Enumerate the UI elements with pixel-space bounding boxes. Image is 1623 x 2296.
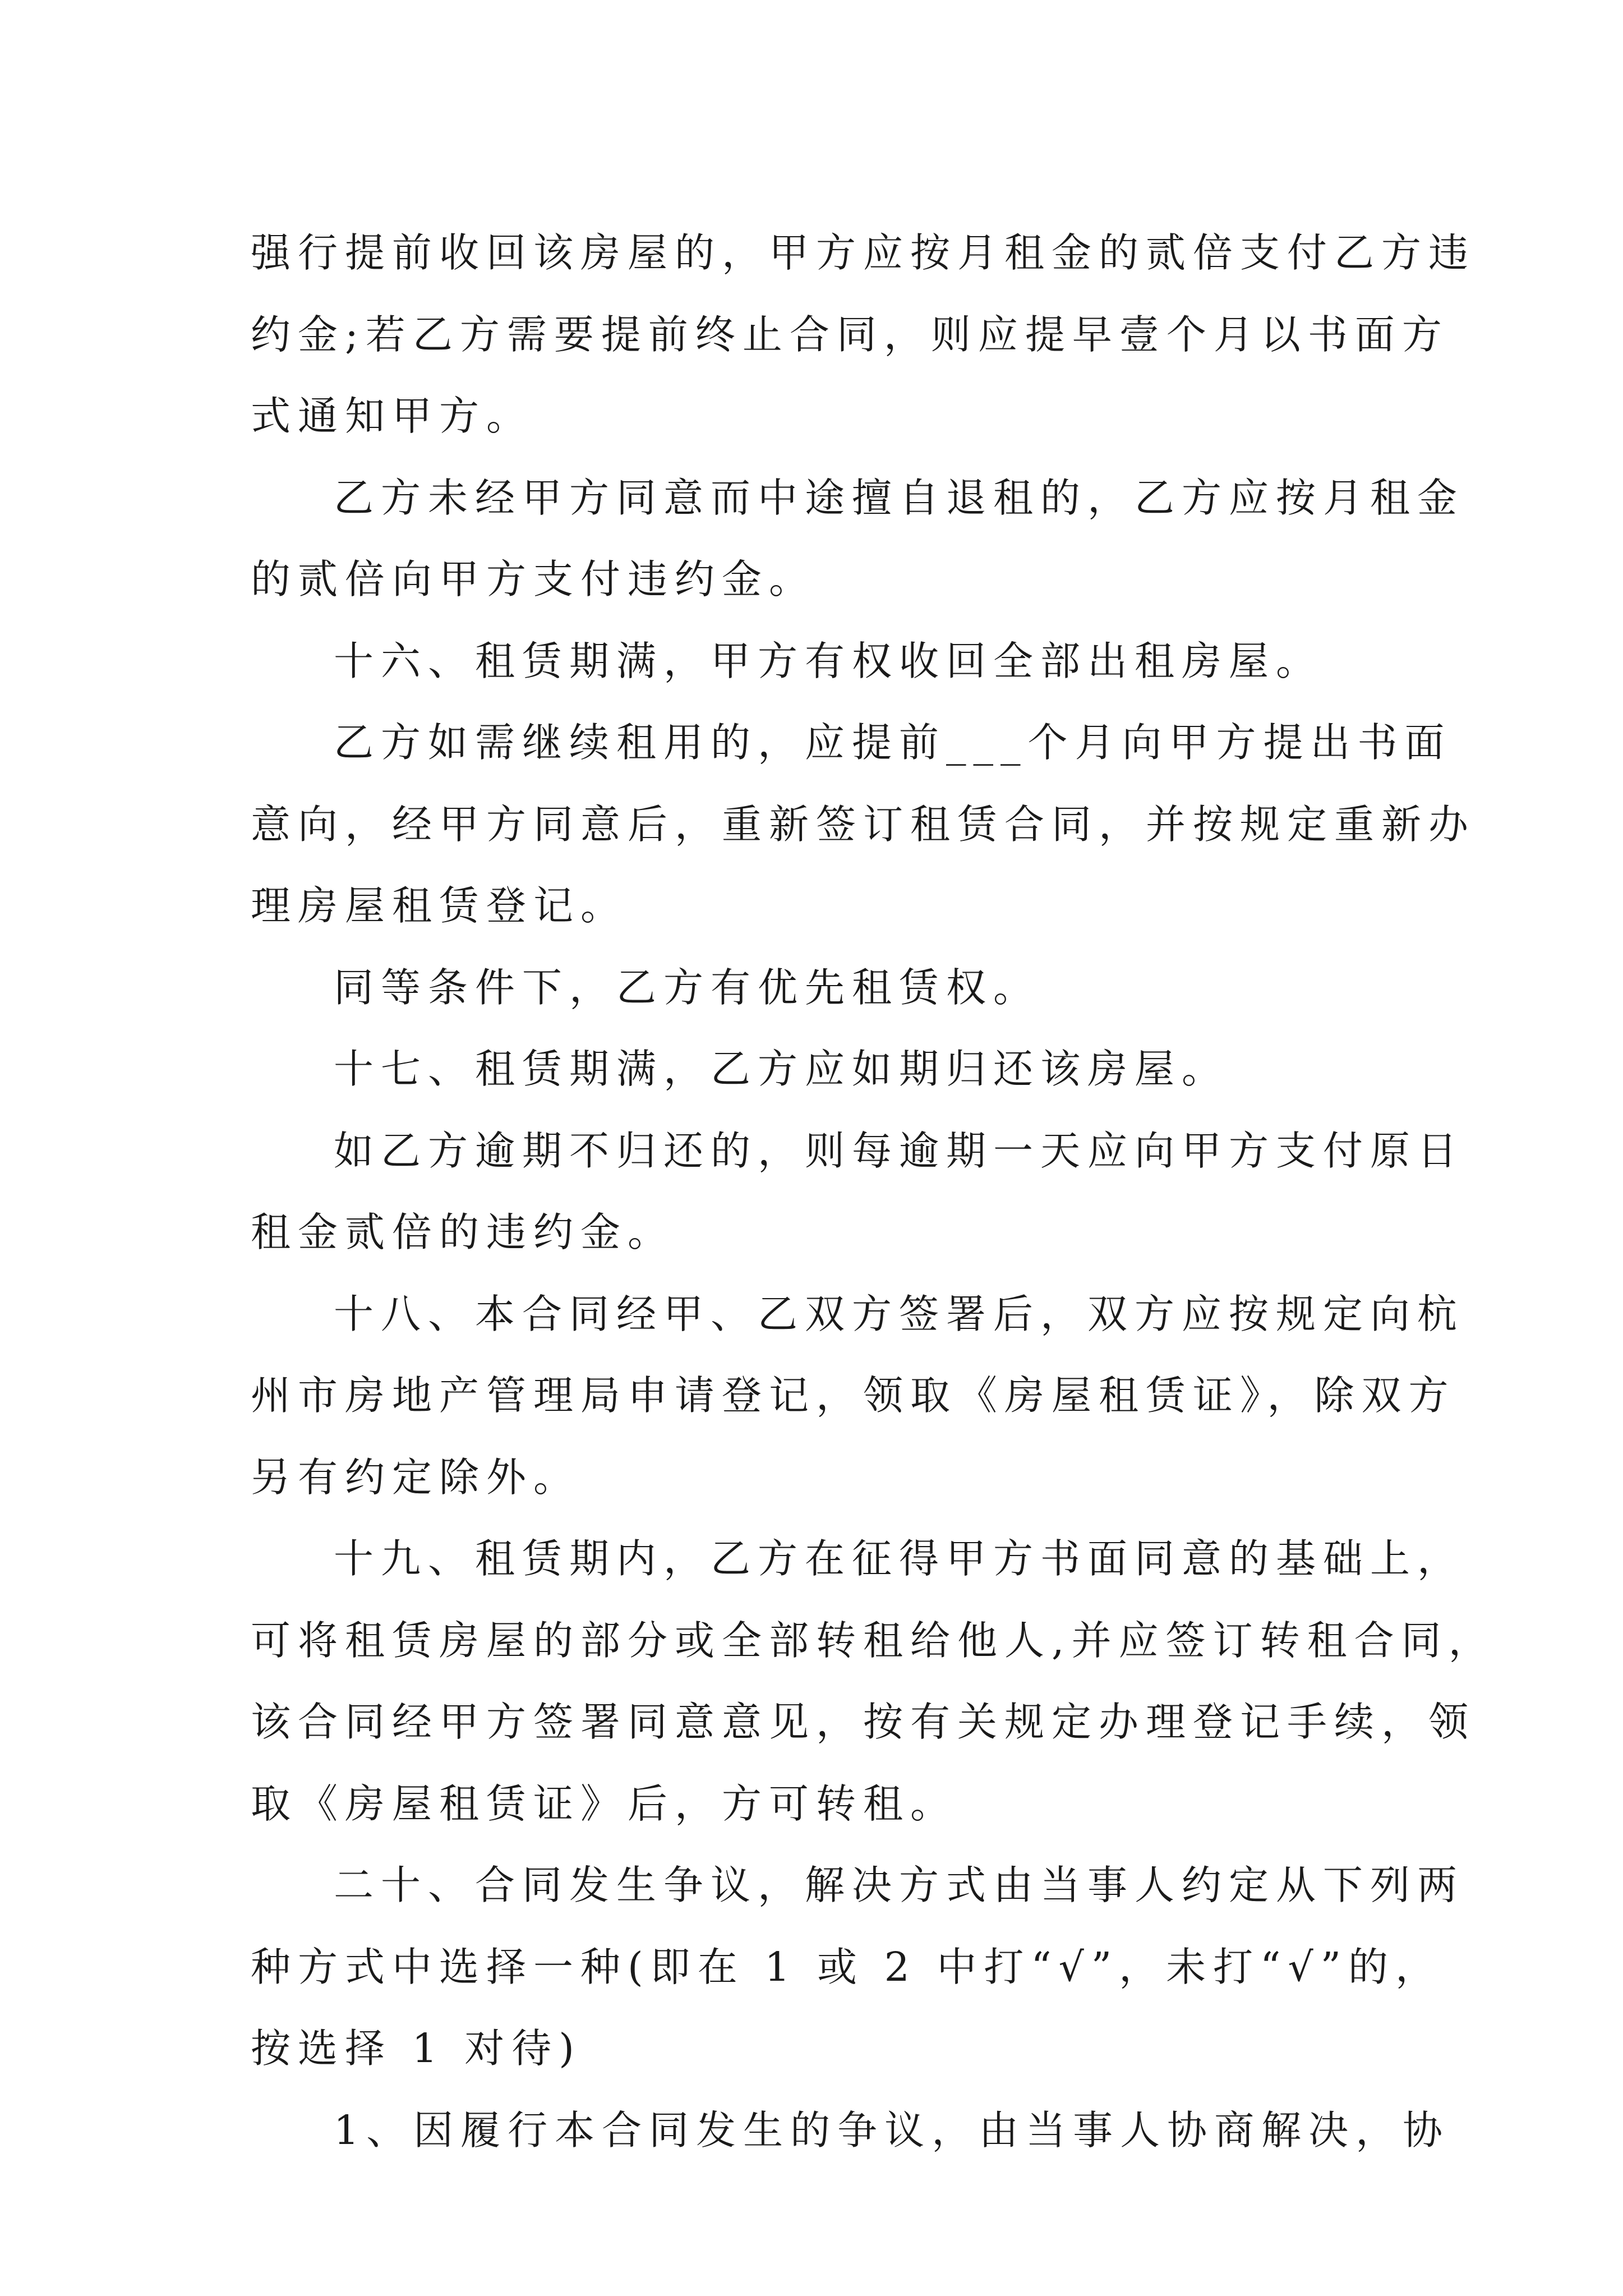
clause-19 (251, 1518, 1496, 1844)
clause-20-option-1 (251, 2090, 1450, 2171)
text-line: 式通知甲方。 (251, 393, 534, 439)
text-line: 二十、合同发生争议，解决方式由当事人约定从下列两 (334, 1862, 1465, 1908)
text-line: 十六、租赁期满，甲方有权收回全部出租房屋。 (334, 637, 1324, 684)
text-line: 乙方未经甲方同意而中途擅自退租的，乙方应按月租金 (334, 474, 1465, 521)
clause-16 (251, 620, 1386, 702)
text-line: 十八、本合同经甲、乙双方签署后，双方应按规定向杭 (334, 1290, 1465, 1337)
clause-20 (251, 1844, 1465, 2090)
text-line: 的贰倍向甲方支付违约金。 (251, 556, 817, 602)
text-line: 理房屋租赁登记。 (251, 882, 628, 929)
contract-body (251, 212, 1496, 2171)
text-line: 该合同经甲方签署同意意见，按有关规定办理登记手续，领 (251, 1699, 1476, 1745)
text-line: 强行提前收回该房屋的，甲方应按月租金的贰倍支付乙方违 (251, 229, 1476, 276)
text-line: 十九、租赁期内，乙方在征得甲方书面同意的基础上， (334, 1535, 1465, 1582)
text-line: 取《房屋租赁证》后，方可转租。 (251, 1780, 958, 1827)
text-line: 意向，经甲方同意后，重新签订租赁合同，并按规定重新办 (251, 800, 1476, 848)
text-line: 另有约定除外。 (251, 1453, 581, 1501)
text-line: 可将租赁房屋的部分或全部转租给他人,并应签订转租合同， (251, 1617, 1496, 1664)
paragraph (251, 1110, 1465, 1273)
paragraph (251, 457, 1465, 620)
text-line: 约金;若乙方需要提前终止合同，则应提早壹个月以书面方 (251, 311, 1449, 358)
text-line: 种方式中选择一种(即在 1 或 2 中打“√”，未打“√”的， (251, 1943, 1442, 1990)
text-line: 按选择 1 对待) (251, 2025, 582, 2072)
text-line: 同等条件下，乙方有优先租赁权。 (334, 964, 1041, 1011)
text-line: 1、因履行本合同发生的争议，由当事人协商解决，协 (334, 2106, 1450, 2154)
paragraph (251, 212, 1476, 457)
text-line: 乙方如需继续租用的，应提前___个月向甲方提出书面 (334, 719, 1452, 766)
text-line: 十七、租赁期满，乙方应如期归还该房屋。 (334, 1046, 1229, 1092)
text-line: 州市房地产管理局申请登记，领取《房屋租赁证》，除双方 (251, 1372, 1456, 1419)
paragraph (251, 702, 1476, 947)
text-line: 如乙方逾期不归还的，则每逾期一天应向甲方支付原日 (334, 1127, 1465, 1174)
paragraph (251, 947, 1386, 1029)
clause-18 (251, 1273, 1465, 1519)
clause-17 (251, 1028, 1386, 1110)
text-line: 租金贰倍的违约金。 (251, 1209, 675, 1255)
